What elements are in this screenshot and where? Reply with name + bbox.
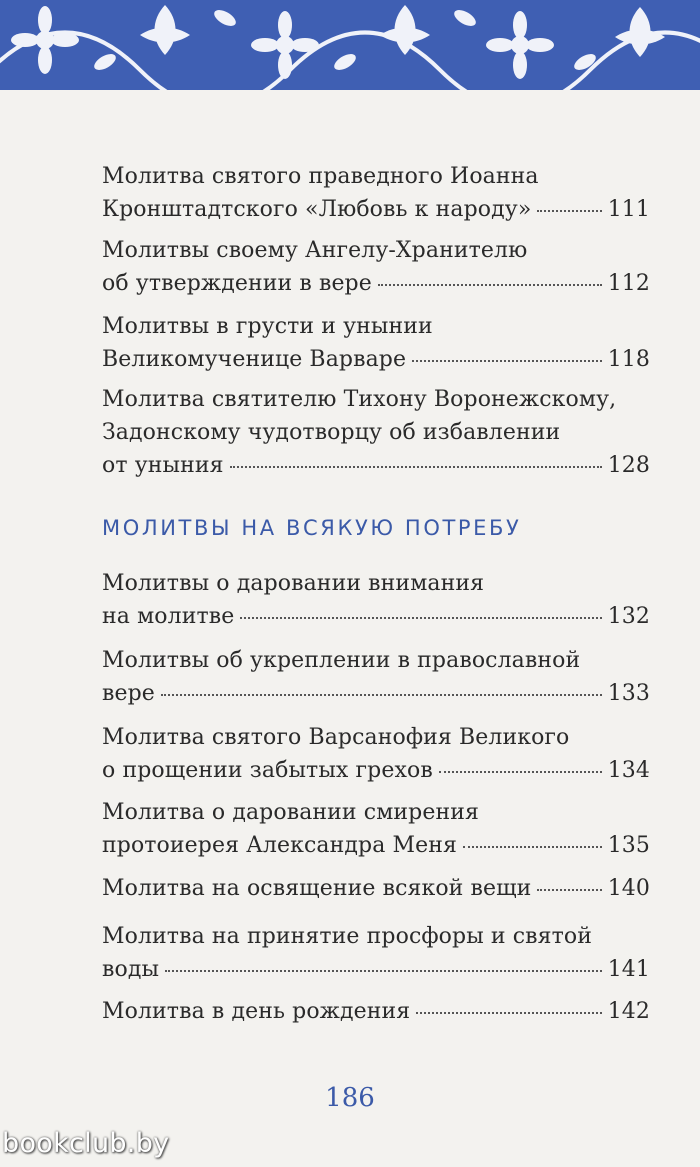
toc-entry-last-line [102, 953, 650, 986]
toc-entry-last-line [102, 829, 650, 862]
toc-page-number: 118 [607, 347, 650, 372]
toc-page-number: 133 [607, 681, 650, 706]
toc-entry-text: о прощении забытых грехов [102, 758, 433, 783]
toc-entry-text: Кронштадтского «Любовь к народу» [102, 197, 532, 222]
leader-dots [240, 617, 601, 619]
toc-entry-line: Молитвы своему Ангелу-Хранителю [102, 238, 528, 263]
toc-entry-line: Молитва на принятие просфоры и святой [102, 924, 593, 949]
toc-page-number: 134 [607, 758, 650, 783]
toc-entry [102, 383, 650, 482]
toc-entry-last-line [102, 267, 650, 300]
leader-dots [416, 1012, 601, 1014]
toc-entry [102, 234, 650, 300]
leader-dots [161, 694, 602, 696]
toc-entry-text: Молитва в день рождения [102, 999, 411, 1024]
leader-dots [230, 466, 602, 468]
leader-dots [165, 970, 602, 972]
toc-entry [102, 160, 650, 226]
toc-entry-text: от уныния [102, 453, 224, 478]
toc-entry-line: Задонскому чудотворцу об избавлении [102, 420, 561, 445]
toc-entry [102, 920, 650, 986]
toc-page-number: 140 [607, 876, 650, 901]
watermark-logo: bookclub.by [2, 1128, 170, 1159]
page-number: 186 [325, 1083, 375, 1113]
toc-entry [102, 567, 650, 633]
toc-entry-line: Молитвы об укреплении в православной [102, 648, 581, 673]
toc-entry [102, 872, 650, 905]
toc-page-number: 128 [607, 453, 650, 478]
toc-page-number: 142 [607, 999, 650, 1024]
toc-entry [102, 796, 650, 862]
toc-entry-text: вере [102, 681, 155, 706]
toc-page-number: 132 [607, 604, 650, 629]
toc-entry-last-line [102, 343, 650, 376]
section-heading: МОЛИТВЫ НА ВСЯКУЮ ПОТРЕБУ [102, 516, 522, 540]
leader-dots [463, 846, 602, 848]
toc-entry-line: Молитва святителю Тихону Воронежскому, [102, 387, 617, 412]
toc-entry-last-line [102, 995, 650, 1028]
toc-entry [102, 995, 650, 1028]
toc-entry-text: на молитве [102, 604, 235, 629]
leader-dots [537, 210, 601, 212]
toc-page-number: 112 [607, 271, 650, 296]
toc-page-number: 111 [607, 197, 650, 222]
toc-entry [102, 721, 650, 787]
toc-entry-text: об утверждении в вере [102, 271, 372, 296]
toc-entry-last-line [102, 193, 650, 226]
toc-entry-text: Молитва на освящение всякой вещи [102, 876, 532, 901]
toc-entry-line: Молитва святого праведного Иоанна [102, 164, 539, 189]
leader-dots [378, 284, 602, 286]
toc-entry [102, 310, 650, 376]
toc-entry-line: Молитва о даровании смирения [102, 800, 479, 825]
toc-entry-last-line [102, 449, 650, 482]
toc-entry-last-line [102, 754, 650, 787]
floral-ornament-border [0, 0, 700, 90]
toc-entry-line: Молитвы о даровании внимания [102, 571, 485, 596]
toc-entry-line: Молитва святого Варсанофия Великого [102, 725, 570, 750]
toc-entry-text: Великомученице Варваре [102, 347, 407, 372]
leader-dots [537, 889, 601, 891]
toc-entry [102, 644, 650, 710]
toc-entry-line: Молитвы в грусти и унынии [102, 314, 433, 339]
leader-dots [439, 771, 602, 773]
toc-entry-last-line [102, 677, 650, 710]
toc-page-number: 141 [607, 957, 650, 982]
leader-dots [412, 360, 602, 362]
toc-entry-text: протоиерея Александра Меня [102, 833, 457, 858]
toc-entry-last-line [102, 872, 650, 905]
toc-entry-last-line [102, 600, 650, 633]
toc-page-number: 135 [607, 833, 650, 858]
toc-entry-text: воды [102, 957, 160, 982]
